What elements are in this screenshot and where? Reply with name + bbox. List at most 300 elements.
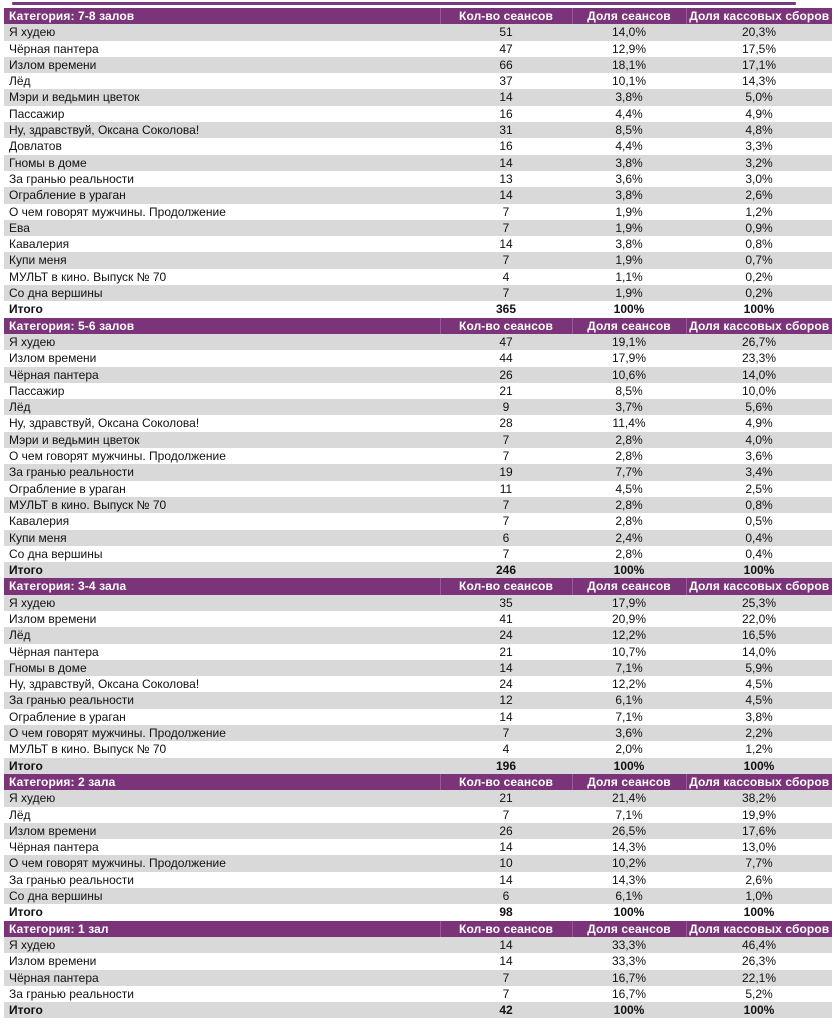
boxoffice-share: 5,2% — [686, 986, 832, 1002]
sessions-count: 6 — [440, 888, 572, 904]
session-share: 3,8% — [572, 155, 686, 171]
table-row — [4, 741, 832, 757]
boxoffice-share: 0,8% — [686, 497, 832, 513]
sessions-count: 44 — [440, 350, 572, 366]
session-share: 1,9% — [572, 285, 686, 301]
film-title: Я худею — [4, 334, 440, 350]
film-title: Купи меня — [4, 252, 440, 268]
boxoffice-share: 1,2% — [686, 741, 832, 757]
sessions-count: 14 — [440, 89, 572, 105]
boxoffice-share: 0,5% — [686, 513, 832, 529]
total-row — [4, 562, 832, 578]
column-header-sessions: Кол-во сеансов — [440, 318, 572, 334]
session-share: 33,3% — [572, 937, 686, 953]
film-title: Лёд — [4, 627, 440, 643]
table-row — [4, 644, 832, 660]
boxoffice-share: 5,9% — [686, 660, 832, 676]
film-title: Излом времени — [4, 350, 440, 366]
table-row — [4, 953, 832, 969]
boxoffice-share: 23,3% — [686, 350, 832, 366]
boxoffice-share: 0,2% — [686, 269, 832, 285]
sessions-count: 35 — [440, 595, 572, 611]
session-share: 1,9% — [572, 252, 686, 268]
section-title: Категория: 5-6 залов — [4, 318, 440, 334]
film-title: О чем говорят мужчины. Продолжение — [4, 725, 440, 741]
column-header-session-share: Доля сеансов — [572, 8, 686, 24]
sessions-count: 24 — [440, 676, 572, 692]
sessions-count: 4 — [440, 269, 572, 285]
boxoffice-share: 46,4% — [686, 937, 832, 953]
top-accent-line — [12, 2, 796, 5]
boxoffice-share: 3,0% — [686, 171, 832, 187]
sessions-count: 14 — [440, 953, 572, 969]
session-share: 2,8% — [572, 546, 686, 562]
boxoffice-share: 5,6% — [686, 399, 832, 415]
session-share: 20,9% — [572, 611, 686, 627]
table-row — [4, 481, 832, 497]
total-boxoffice-share: 100% — [686, 1002, 832, 1018]
session-share: 3,7% — [572, 399, 686, 415]
table-row — [4, 611, 832, 627]
table-row — [4, 546, 832, 562]
session-share: 21,4% — [572, 790, 686, 806]
total-sessions: 196 — [440, 758, 572, 774]
boxoffice-share: 14,3% — [686, 73, 832, 89]
boxoffice-share: 19,9% — [686, 807, 832, 823]
table-body — [4, 8, 832, 1018]
session-share: 2,8% — [572, 513, 686, 529]
sessions-count: 7 — [440, 497, 572, 513]
session-share: 10,2% — [572, 855, 686, 871]
total-label: Итого — [4, 1002, 440, 1018]
session-share: 3,8% — [572, 89, 686, 105]
film-title: Ну, здравствуй, Оксана Соколова! — [4, 676, 440, 692]
boxoffice-share: 4,5% — [686, 676, 832, 692]
session-share: 12,9% — [572, 41, 686, 57]
sessions-count: 14 — [440, 155, 572, 171]
film-title: Пассажир — [4, 383, 440, 399]
boxoffice-share: 14,0% — [686, 367, 832, 383]
sessions-count: 47 — [440, 334, 572, 350]
session-share: 11,4% — [572, 415, 686, 431]
boxoffice-share: 10,0% — [686, 383, 832, 399]
sessions-count: 7 — [440, 432, 572, 448]
film-title: Излом времени — [4, 823, 440, 839]
film-title: Ева — [4, 220, 440, 236]
film-title: МУЛЬТ в кино. Выпуск № 70 — [4, 741, 440, 757]
film-title: Ограбление в ураган — [4, 481, 440, 497]
column-header-boxoffice-share: Доля кассовых сборов — [686, 8, 832, 24]
film-title: Со дна вершины — [4, 546, 440, 562]
session-share: 10,7% — [572, 644, 686, 660]
sessions-count: 41 — [440, 611, 572, 627]
table-row — [4, 595, 832, 611]
column-header-session-share: Доля сеансов — [572, 921, 686, 937]
session-share: 12,2% — [572, 676, 686, 692]
total-session-share: 100% — [572, 904, 686, 920]
section-header-row — [4, 774, 832, 790]
film-title: За гранью реальности — [4, 872, 440, 888]
session-share: 7,7% — [572, 464, 686, 480]
film-title: Ну, здравствуй, Оксана Соколова! — [4, 122, 440, 138]
film-title: Гномы в доме — [4, 155, 440, 171]
table-row — [4, 73, 832, 89]
sessions-count: 7 — [440, 970, 572, 986]
film-title: Пассажир — [4, 106, 440, 122]
session-share: 3,6% — [572, 725, 686, 741]
total-label: Итого — [4, 562, 440, 578]
session-share: 2,0% — [572, 741, 686, 757]
film-title: Чёрная пантера — [4, 839, 440, 855]
table-row — [4, 497, 832, 513]
sessions-count: 7 — [440, 725, 572, 741]
sessions-count: 47 — [440, 41, 572, 57]
boxoffice-share: 3,4% — [686, 464, 832, 480]
table-row — [4, 709, 832, 725]
boxoffice-share: 13,0% — [686, 839, 832, 855]
table-row — [4, 448, 832, 464]
boxoffice-share: 16,5% — [686, 627, 832, 643]
column-header-sessions: Кол-во сеансов — [440, 578, 572, 594]
total-session-share: 100% — [572, 758, 686, 774]
sessions-count: 9 — [440, 399, 572, 415]
cinema-sessions-table — [4, 8, 832, 1018]
sessions-count: 37 — [440, 73, 572, 89]
session-share: 1,9% — [572, 204, 686, 220]
sessions-count: 19 — [440, 464, 572, 480]
boxoffice-share: 3,2% — [686, 155, 832, 171]
boxoffice-share: 2,6% — [686, 187, 832, 203]
boxoffice-share: 26,7% — [686, 334, 832, 350]
section-title: Категория: 2 зала — [4, 774, 440, 790]
table-row — [4, 367, 832, 383]
sessions-count: 14 — [440, 937, 572, 953]
column-header-session-share: Доля сеансов — [572, 318, 686, 334]
film-title: За гранью реальности — [4, 171, 440, 187]
sessions-count: 28 — [440, 415, 572, 431]
table-row — [4, 888, 832, 904]
table-row — [4, 269, 832, 285]
boxoffice-share: 3,3% — [686, 138, 832, 154]
session-share: 4,5% — [572, 481, 686, 497]
total-boxoffice-share: 100% — [686, 562, 832, 578]
table-row — [4, 432, 832, 448]
table-row — [4, 513, 832, 529]
session-share: 7,1% — [572, 709, 686, 725]
film-title: Чёрная пантера — [4, 644, 440, 660]
boxoffice-share: 1,2% — [686, 204, 832, 220]
session-share: 3,8% — [572, 187, 686, 203]
total-boxoffice-share: 100% — [686, 301, 832, 317]
sessions-count: 11 — [440, 481, 572, 497]
total-sessions: 246 — [440, 562, 572, 578]
film-title: Чёрная пантера — [4, 41, 440, 57]
table-row — [4, 660, 832, 676]
session-share: 6,1% — [572, 692, 686, 708]
column-header-session-share: Доля сеансов — [572, 578, 686, 594]
sessions-count: 14 — [440, 872, 572, 888]
column-header-sessions: Кол-во сеансов — [440, 774, 572, 790]
session-share: 2,8% — [572, 497, 686, 513]
boxoffice-share: 0,7% — [686, 252, 832, 268]
film-title: Излом времени — [4, 953, 440, 969]
film-title: Мэри и ведьмин цветок — [4, 89, 440, 105]
sessions-count: 66 — [440, 57, 572, 73]
film-title: Лёд — [4, 73, 440, 89]
table-row — [4, 57, 832, 73]
session-share: 16,7% — [572, 970, 686, 986]
table-row — [4, 725, 832, 741]
session-share: 10,1% — [572, 73, 686, 89]
table-row — [4, 399, 832, 415]
total-row — [4, 904, 832, 920]
boxoffice-share: 17,6% — [686, 823, 832, 839]
boxoffice-share: 0,9% — [686, 220, 832, 236]
table-row — [4, 627, 832, 643]
boxoffice-share: 25,3% — [686, 595, 832, 611]
sessions-count: 21 — [440, 644, 572, 660]
table-row — [4, 970, 832, 986]
session-share: 4,4% — [572, 138, 686, 154]
section-title: Категория: 3-4 зала — [4, 578, 440, 594]
session-share: 7,1% — [572, 807, 686, 823]
film-title: О чем говорят мужчины. Продолжение — [4, 855, 440, 871]
section-title: Категория: 7-8 залов — [4, 8, 440, 24]
table-row — [4, 823, 832, 839]
table-row — [4, 41, 832, 57]
sessions-count: 14 — [440, 187, 572, 203]
sessions-count: 14 — [440, 236, 572, 252]
table-row — [4, 334, 832, 350]
section-header-row — [4, 318, 832, 334]
session-share: 8,5% — [572, 122, 686, 138]
sessions-count: 4 — [440, 741, 572, 757]
column-header-session-share: Доля сеансов — [572, 774, 686, 790]
table-row — [4, 676, 832, 692]
section-header-row — [4, 921, 832, 937]
table-row — [4, 187, 832, 203]
table-row — [4, 872, 832, 888]
table-row — [4, 464, 832, 480]
boxoffice-share: 0,8% — [686, 236, 832, 252]
sessions-count: 7 — [440, 986, 572, 1002]
table-row — [4, 89, 832, 105]
section-header-row — [4, 578, 832, 594]
boxoffice-share: 17,1% — [686, 57, 832, 73]
film-title: Со дна вершины — [4, 888, 440, 904]
sessions-count: 24 — [440, 627, 572, 643]
sessions-count: 14 — [440, 709, 572, 725]
column-header-sessions: Кол-во сеансов — [440, 921, 572, 937]
boxoffice-share: 4,9% — [686, 106, 832, 122]
table-row — [4, 155, 832, 171]
session-share: 16,7% — [572, 986, 686, 1002]
total-sessions: 98 — [440, 904, 572, 920]
session-share: 26,5% — [572, 823, 686, 839]
boxoffice-share: 38,2% — [686, 790, 832, 806]
sessions-count: 14 — [440, 660, 572, 676]
boxoffice-share: 3,6% — [686, 448, 832, 464]
sessions-count: 13 — [440, 171, 572, 187]
sessions-count: 7 — [440, 220, 572, 236]
table-row — [4, 415, 832, 431]
film-title: МУЛЬТ в кино. Выпуск № 70 — [4, 497, 440, 513]
session-share: 12,2% — [572, 627, 686, 643]
sessions-count: 21 — [440, 383, 572, 399]
sessions-count: 16 — [440, 138, 572, 154]
total-label: Итого — [4, 904, 440, 920]
table-row — [4, 350, 832, 366]
session-share: 14,3% — [572, 839, 686, 855]
film-title: За гранью реальности — [4, 464, 440, 480]
boxoffice-share: 4,8% — [686, 122, 832, 138]
session-share: 4,4% — [572, 106, 686, 122]
total-sessions: 42 — [440, 1002, 572, 1018]
total-label: Итого — [4, 301, 440, 317]
film-title: Ограбление в ураган — [4, 709, 440, 725]
film-title: Купи меня — [4, 530, 440, 546]
film-title: Со дна вершины — [4, 285, 440, 301]
film-title: Чёрная пантера — [4, 367, 440, 383]
boxoffice-share: 4,9% — [686, 415, 832, 431]
sessions-count: 21 — [440, 790, 572, 806]
total-session-share: 100% — [572, 301, 686, 317]
film-title: Довлатов — [4, 138, 440, 154]
film-title: Я худею — [4, 595, 440, 611]
sessions-count: 26 — [440, 823, 572, 839]
boxoffice-share: 4,0% — [686, 432, 832, 448]
table-row — [4, 122, 832, 138]
film-title: Гномы в доме — [4, 660, 440, 676]
session-share: 17,9% — [572, 595, 686, 611]
session-share: 33,3% — [572, 953, 686, 969]
film-title: Кавалерия — [4, 236, 440, 252]
sessions-count: 10 — [440, 855, 572, 871]
session-share: 14,0% — [572, 24, 686, 40]
section-title: Категория: 1 зал — [4, 921, 440, 937]
table-row — [4, 24, 832, 40]
session-share: 6,1% — [572, 888, 686, 904]
table-row — [4, 692, 832, 708]
boxoffice-share: 3,8% — [686, 709, 832, 725]
film-title: Ну, здравствуй, Оксана Соколова! — [4, 415, 440, 431]
film-title: Я худею — [4, 937, 440, 953]
total-boxoffice-share: 100% — [686, 904, 832, 920]
film-title: За гранью реальности — [4, 986, 440, 1002]
sessions-count: 7 — [440, 513, 572, 529]
column-header-boxoffice-share: Доля кассовых сборов — [686, 921, 832, 937]
boxoffice-share: 5,0% — [686, 89, 832, 105]
session-share: 19,1% — [572, 334, 686, 350]
film-title: Мэри и ведьмин цветок — [4, 432, 440, 448]
sessions-count: 31 — [440, 122, 572, 138]
film-title: За гранью реальности — [4, 692, 440, 708]
total-row — [4, 758, 832, 774]
boxoffice-share: 2,2% — [686, 725, 832, 741]
film-title: Я худею — [4, 24, 440, 40]
column-header-sessions: Кол-во сеансов — [440, 8, 572, 24]
table-row — [4, 383, 832, 399]
table-row — [4, 839, 832, 855]
session-share: 7,1% — [572, 660, 686, 676]
total-boxoffice-share: 100% — [686, 758, 832, 774]
session-share: 1,9% — [572, 220, 686, 236]
film-title: Лёд — [4, 399, 440, 415]
table-row — [4, 986, 832, 1002]
sessions-count: 51 — [440, 24, 572, 40]
table-row — [4, 252, 832, 268]
film-title: Лёд — [4, 807, 440, 823]
film-title: Кавалерия — [4, 513, 440, 529]
total-session-share: 100% — [572, 1002, 686, 1018]
boxoffice-share: 0,2% — [686, 285, 832, 301]
session-share: 2,4% — [572, 530, 686, 546]
table-row — [4, 106, 832, 122]
session-share: 2,8% — [572, 432, 686, 448]
film-title: О чем говорят мужчины. Продолжение — [4, 448, 440, 464]
session-share: 17,9% — [572, 350, 686, 366]
table-row — [4, 138, 832, 154]
table-row — [4, 530, 832, 546]
sessions-count: 7 — [440, 807, 572, 823]
boxoffice-share: 7,7% — [686, 855, 832, 871]
total-label: Итого — [4, 758, 440, 774]
boxoffice-share: 0,4% — [686, 530, 832, 546]
sessions-count: 7 — [440, 546, 572, 562]
session-share: 3,6% — [572, 171, 686, 187]
sessions-count: 7 — [440, 252, 572, 268]
sessions-count: 26 — [440, 367, 572, 383]
sessions-count: 7 — [440, 448, 572, 464]
table-row — [4, 220, 832, 236]
film-title: О чем говорят мужчины. Продолжение — [4, 204, 440, 220]
boxoffice-share: 4,5% — [686, 692, 832, 708]
table-row — [4, 790, 832, 806]
session-share: 14,3% — [572, 872, 686, 888]
film-title: Излом времени — [4, 57, 440, 73]
total-sessions: 365 — [440, 301, 572, 317]
session-share: 10,6% — [572, 367, 686, 383]
table-row — [4, 937, 832, 953]
boxoffice-share: 17,5% — [686, 41, 832, 57]
session-share: 8,5% — [572, 383, 686, 399]
column-header-boxoffice-share: Доля кассовых сборов — [686, 318, 832, 334]
session-share: 18,1% — [572, 57, 686, 73]
sessions-count: 14 — [440, 839, 572, 855]
film-title: Излом времени — [4, 611, 440, 627]
sessions-count: 7 — [440, 204, 572, 220]
table-row — [4, 285, 832, 301]
film-title: Чёрная пантера — [4, 970, 440, 986]
sessions-count: 7 — [440, 285, 572, 301]
film-title: Ограбление в ураган — [4, 187, 440, 203]
table-row — [4, 236, 832, 252]
column-header-boxoffice-share: Доля кассовых сборов — [686, 774, 832, 790]
boxoffice-share: 14,0% — [686, 644, 832, 660]
boxoffice-share: 26,3% — [686, 953, 832, 969]
film-title: МУЛЬТ в кино. Выпуск № 70 — [4, 269, 440, 285]
boxoffice-share: 0,4% — [686, 546, 832, 562]
boxoffice-share: 1,0% — [686, 888, 832, 904]
boxoffice-share: 20,3% — [686, 24, 832, 40]
total-row — [4, 301, 832, 317]
boxoffice-share: 2,5% — [686, 481, 832, 497]
table-row — [4, 171, 832, 187]
session-share: 1,1% — [572, 269, 686, 285]
session-share: 3,8% — [572, 236, 686, 252]
boxoffice-share: 2,6% — [686, 872, 832, 888]
sessions-count: 12 — [440, 692, 572, 708]
